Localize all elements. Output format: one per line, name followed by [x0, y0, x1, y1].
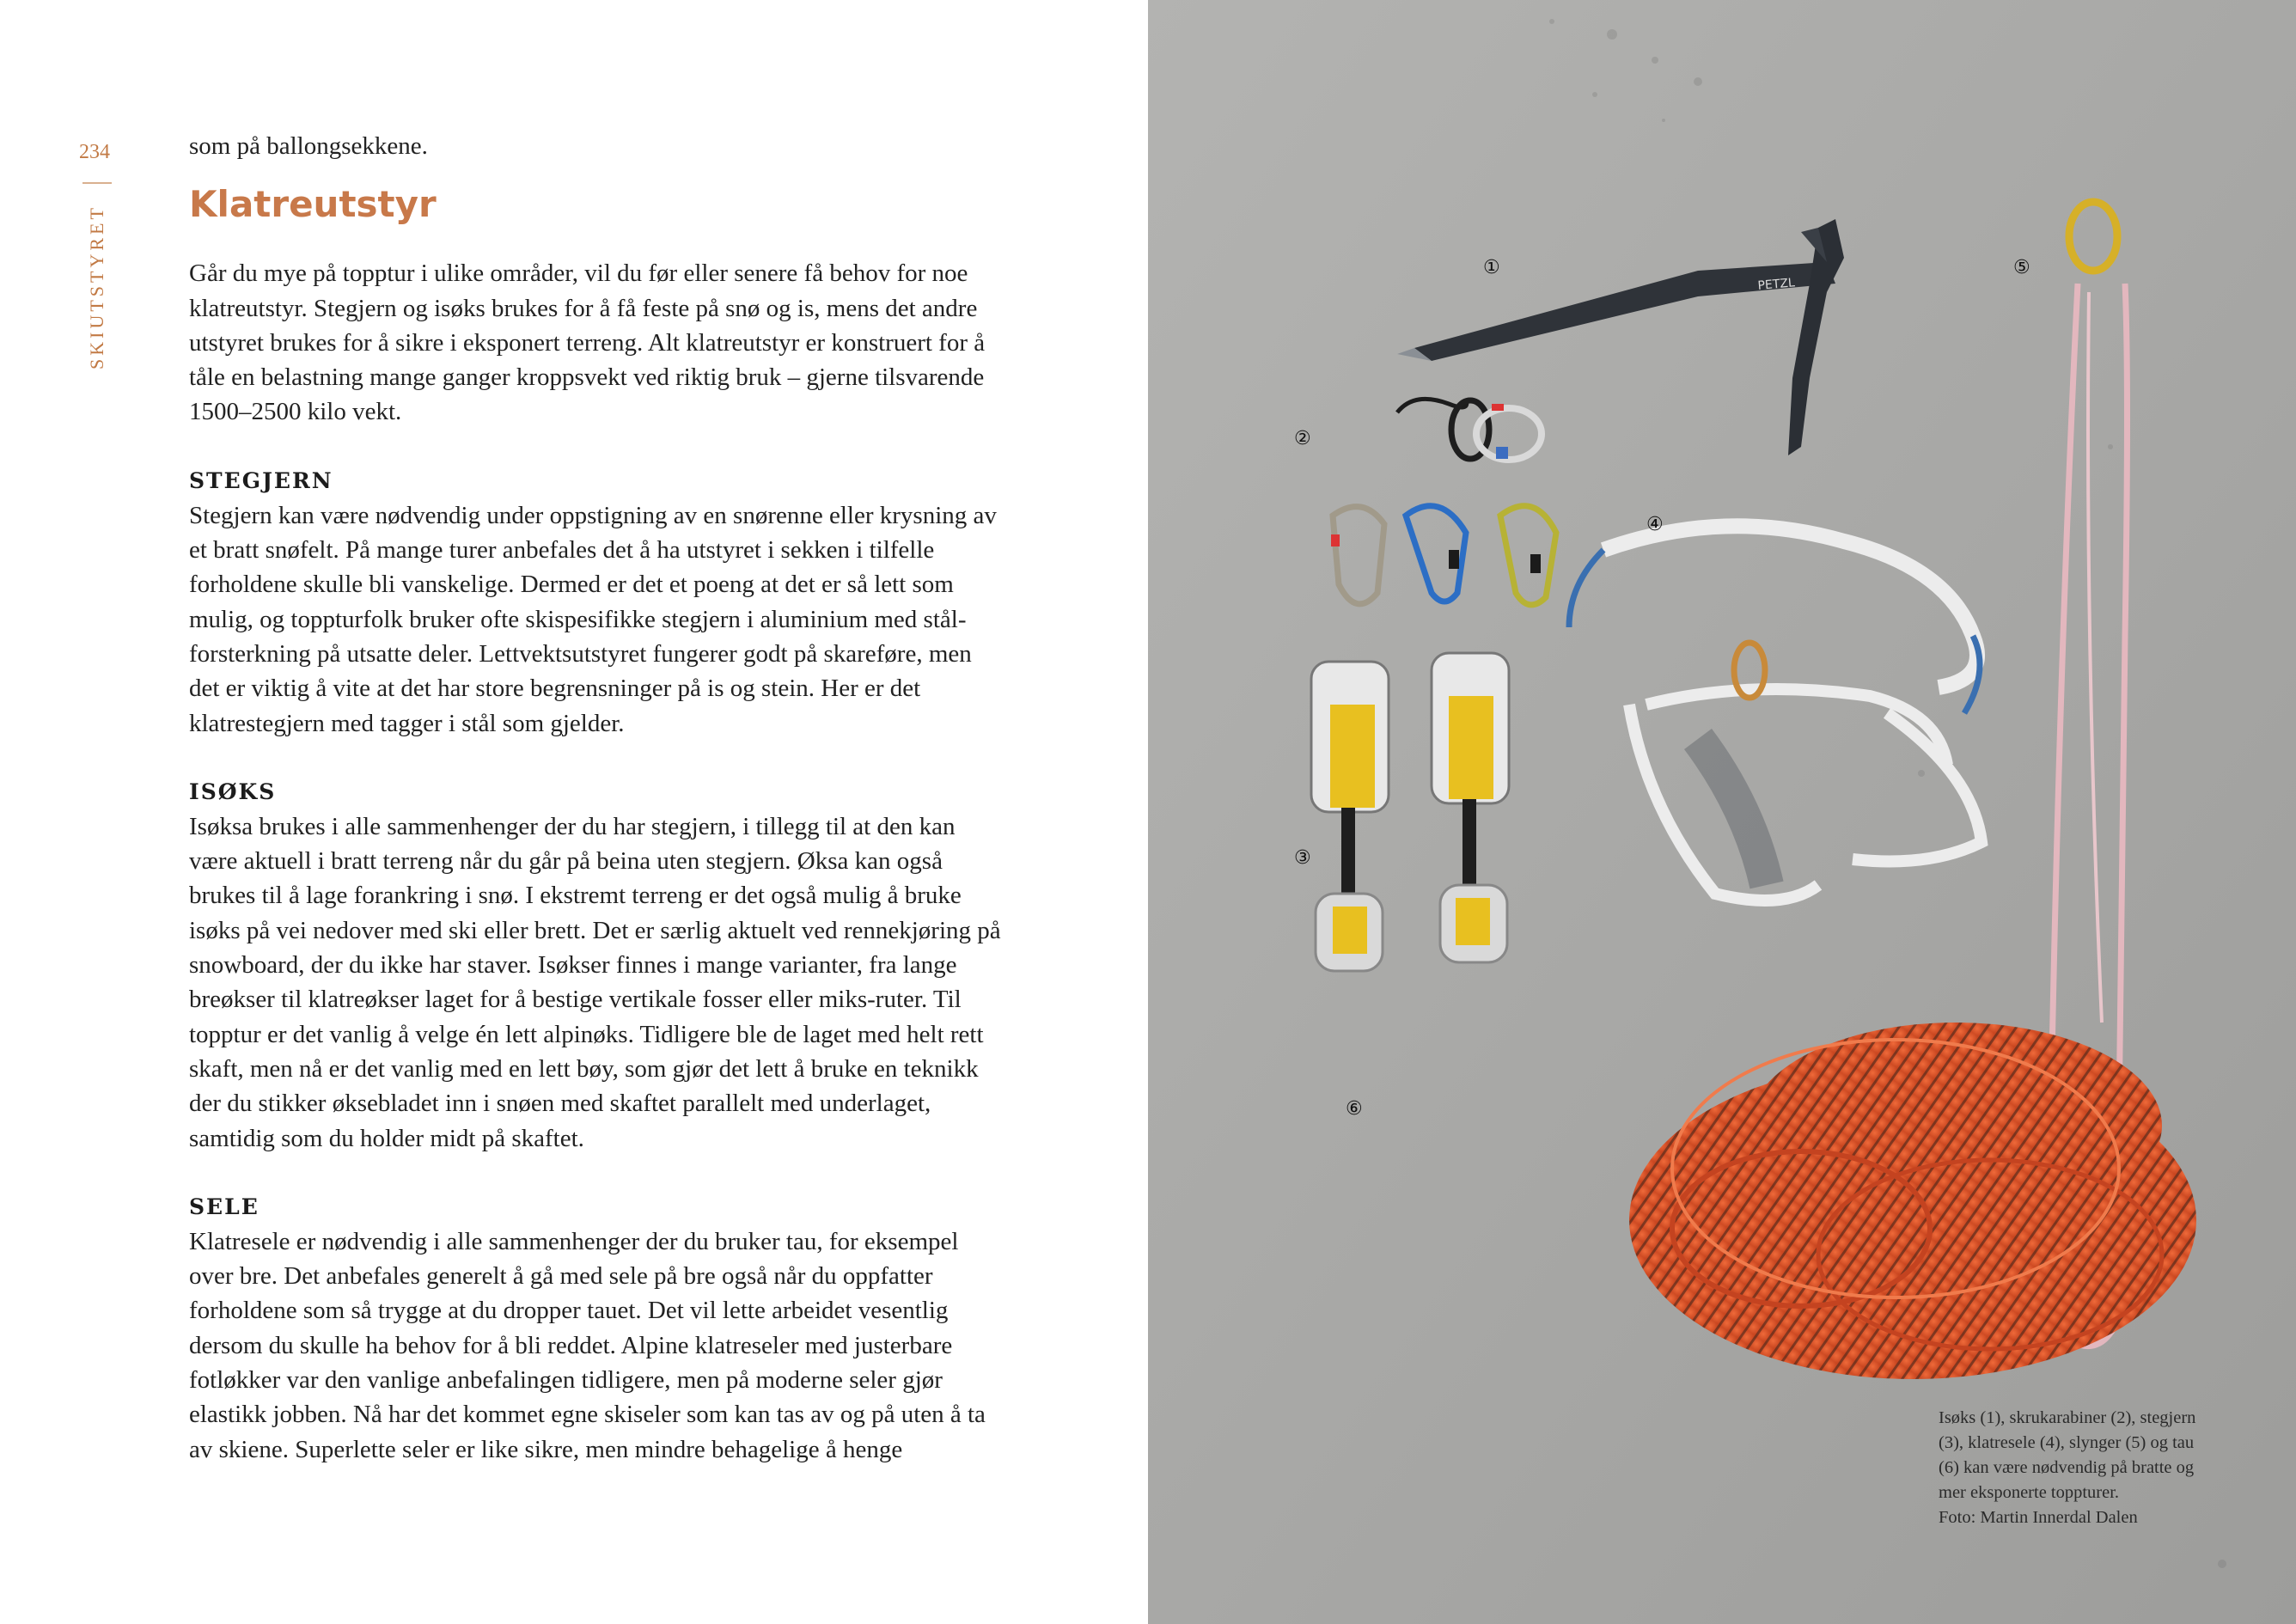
intro-paragraph: Går du mye på topptur i ulike områder, vil du før eller senere få behov for noe klatreutstyr. Stegjern og isøks brukes for å få feste på snø og is, mens det andre utstyret brukes for å sikre i eksponert terreng. Alt klatreutstyr er konstruert for å tåle en belastning mange ganger kroppsvekt ved riktig bruk – gjerne tilsvarende 1500–2500 kilo vekt.	[189, 259, 986, 426]
subheading-isoks: ISØKS	[189, 778, 277, 804]
running-head: SKIUTSTYRET	[86, 205, 107, 369]
page-number: 234	[79, 141, 110, 163]
marker-5: ⑤	[2013, 257, 2030, 278]
marker-3: ③	[1294, 847, 1311, 869]
caption-line-2: (3), klatresele (4), slynger (5) og tau	[1939, 1433, 2195, 1452]
subheading-sele: SELE	[189, 1194, 260, 1219]
marker-1: ①	[1483, 257, 1500, 278]
marker-2: ②	[1294, 428, 1311, 449]
caption-line-3: (6) kan være nødvendig på bratte og	[1939, 1458, 2195, 1477]
paragraph-sele: Klatresele er nødvendig i alle sammenhenger der du bruker tau, for eksempel over bre. Det anbefales generelt å gå med sele på bre også når du oppfatter forholdene som så trygge at du dropper tauet. Det vil lette arbeidet vesentlig dersom du skulle ha behov for å bli reddet. Alpine klatreseler med justerbare fotløkker var den vanlige anbefalingen tidligere, men på moderne seler gjør elastikk jobben. Nå har det kommet egne skiseler som kan tas av og på uten å ta av skiene. Superlette seler er like sikre, men mindre behagelige å henge	[189, 1227, 986, 1463]
intro-fragment: som på ballongsekkene.	[189, 132, 428, 160]
text-column	[189, 129, 1004, 1467]
axe-brand-label: PETZL	[1756, 276, 1796, 293]
marker-6: ⑥	[1346, 1098, 1363, 1120]
subheading-stegjern: STEGJERN	[189, 467, 333, 493]
marker-4: ④	[1646, 514, 1664, 535]
caption-line-4: mer eksponerte toppturer.	[1939, 1483, 2120, 1502]
gear-photo	[1148, 0, 2296, 1624]
photo-caption	[1939, 1406, 2214, 1530]
photo-credit: Foto: Martin Innerdal Dalen	[1939, 1508, 2138, 1527]
paragraph-isoks: Isøksa brukes i alle sammenhenger der du har stegjern, i tillegg til at den kan være aktuell i bratt terreng når du går på beina uten stegjern. Øksa kan også brukes til å lage forankring i snø. I ekstremt terreng er det også mulig å bruke isøks på vei nedover med ski eller brett. Det er særlig aktuelt ved rennekjøring på snowboard, der du ikke har staver. Isøkser finnes i mange varianter, fra lange breøkser til klatreøkser laget for å bestige vertikale fosser eller miks-ruter. Til topptur er det vanlig å velge én lett alpinøks. Tidligere ble de laget med helt rett skaft, men nå er det vanlig med en lett bøy, som gjør det lett å bruke en teknikk der du stikker øksebladet inn i snøen med skaftet parallelt med underlaget, samtidig som du holder midt på skaftet.	[189, 812, 1001, 1152]
paragraph-stegjern: Stegjern kan være nødvendig under oppstigning av en snørenne eller krysning av et bratt snøfelt. På mange turer anbefales det å ha utstyret i sekken i tilfelle forholdene skulle bli vanskelige. Dermed er det et poeng at det er så lett som mulig, og toppturfolk bruker ofte skispesifikke stegjern i aluminium med stål-forsterkning på utsatte deler. Lettvektsutstyret fungerer godt på skareføre, men det er viktig å vite at det har store begrensninger på is og stein. Her er det klatrestegjern med tagger i stål som gjelder.	[189, 501, 997, 737]
section-heading: Klatreutstyr	[189, 183, 437, 226]
caption-line-1: Isøks (1), skrukarabiner (2), stegjern	[1939, 1408, 2196, 1427]
page-number-rule	[82, 182, 112, 184]
